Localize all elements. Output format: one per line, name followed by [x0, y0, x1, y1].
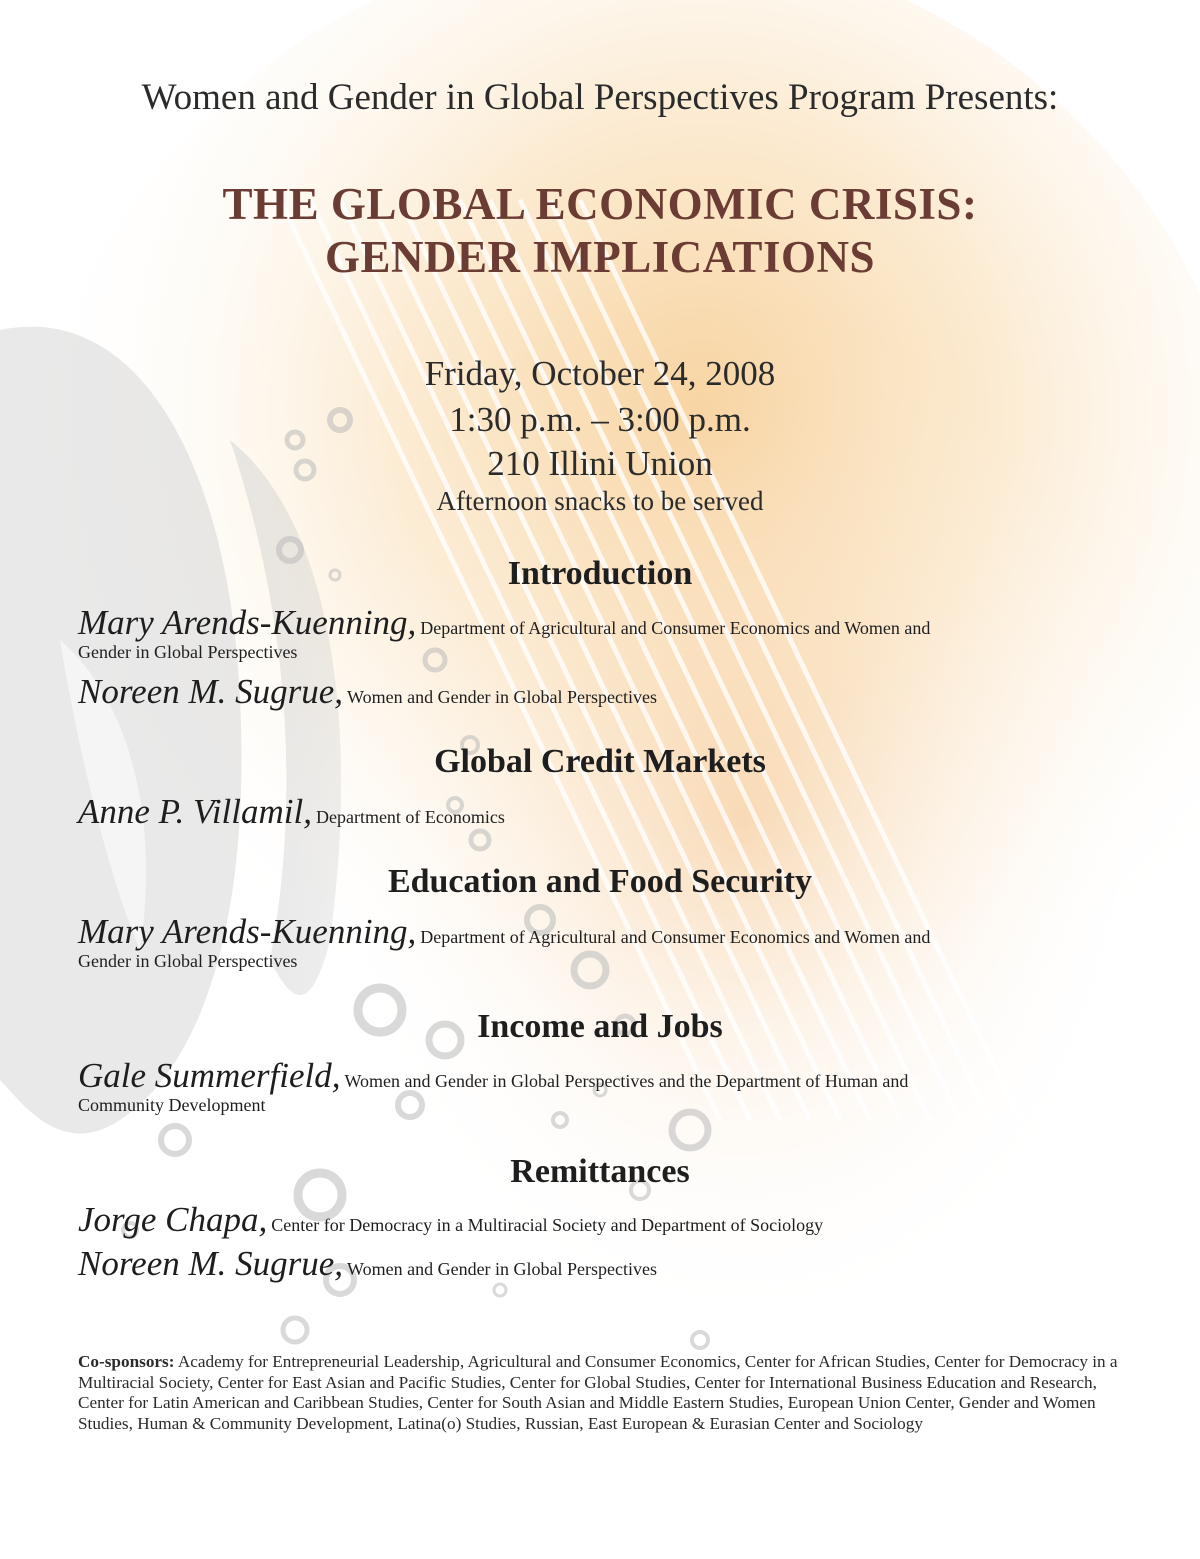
speaker-affiliation-continued: Gender in Global Perspectives [78, 950, 298, 971]
speaker-affiliation-continued: Community Development [78, 1094, 266, 1115]
speaker-entry [78, 1245, 1118, 1283]
event-title-line-2: GENDER IMPLICATIONS [325, 232, 875, 282]
section-heading-global-credit-markets: Global Credit Markets [434, 743, 766, 780]
speaker-name: Noreen M. Sugrue, [78, 672, 344, 711]
cosponsors-block [78, 1352, 1128, 1435]
section-heading-introduction: Introduction [507, 555, 693, 592]
presenter-line: Women and Gender in Global Perspectives Program Presents: [141, 77, 1059, 118]
speaker-entry [78, 793, 1118, 831]
speaker-entry [78, 673, 1118, 711]
speaker-name: Mary Arends-Kuenning, [78, 603, 417, 642]
speaker-affiliation-continued: Gender in Global Perspectives [78, 641, 298, 662]
speaker-affiliation: Department of Agricultural and Consumer Economics and Women and [420, 927, 931, 947]
speaker-affiliation: Center for Democracy in a Multiracial Society and Department of Sociology [271, 1215, 824, 1235]
speaker-affiliation: Women and Gender in Global Perspectives and the Department of Human and [344, 1071, 909, 1091]
speaker-name: Jorge Chapa, [78, 1200, 268, 1239]
event-date: Friday, October 24, 2008 [424, 354, 776, 393]
speaker-name: Anne P. Villamil, [78, 792, 312, 831]
speaker-entry [78, 604, 1118, 662]
speaker-affiliation: Women and Gender in Global Perspectives [347, 687, 658, 707]
event-title-line-1: THE GLOBAL ECONOMIC CRISIS: [222, 179, 978, 229]
speaker-affiliation: Department of Economics [315, 807, 505, 827]
speaker-affiliation: Women and Gender in Global Perspectives [347, 1259, 658, 1279]
section-heading-remittances: Remittances [510, 1153, 690, 1190]
speaker-name: Gale Summerfield, [78, 1056, 341, 1095]
cosponsors-list: Academy for Entrepreneurial Leadership, Agricultural and Consumer Economics, Center for African Studies, Center for Democracy in a Multiracial Society, Center for East Asian and Pacific Studies, Center for Global Studies, Center for International Business Education and Research, Center for Latin American and Caribbean Studies, Center for South Asian and Middle Eastern Studies, European Union Center, Gender and Women Studies, Human & Community Development, Latina(o) Studies, Russian, East European & Eurasian Center and Sociology [78, 1352, 1118, 1433]
event-location: 210 Illini Union [487, 444, 713, 483]
event-note: Afternoon snacks to be served [436, 486, 764, 516]
speaker-name: Noreen M. Sugrue, [78, 1244, 344, 1283]
speaker-affiliation: Department of Agricultural and Consumer Economics and Women and [420, 618, 931, 638]
speaker-entry [78, 913, 1118, 971]
speaker-name: Mary Arends-Kuenning, [78, 912, 417, 951]
cosponsors-label: Co-sponsors: [78, 1352, 175, 1371]
speaker-entry [78, 1201, 1118, 1239]
speaker-entry [78, 1057, 1118, 1115]
section-heading-income-jobs: Income and Jobs [477, 1008, 723, 1045]
section-heading-education-food-security: Education and Food Security [387, 863, 813, 900]
event-time: 1:30 p.m. – 3:00 p.m. [449, 400, 751, 439]
